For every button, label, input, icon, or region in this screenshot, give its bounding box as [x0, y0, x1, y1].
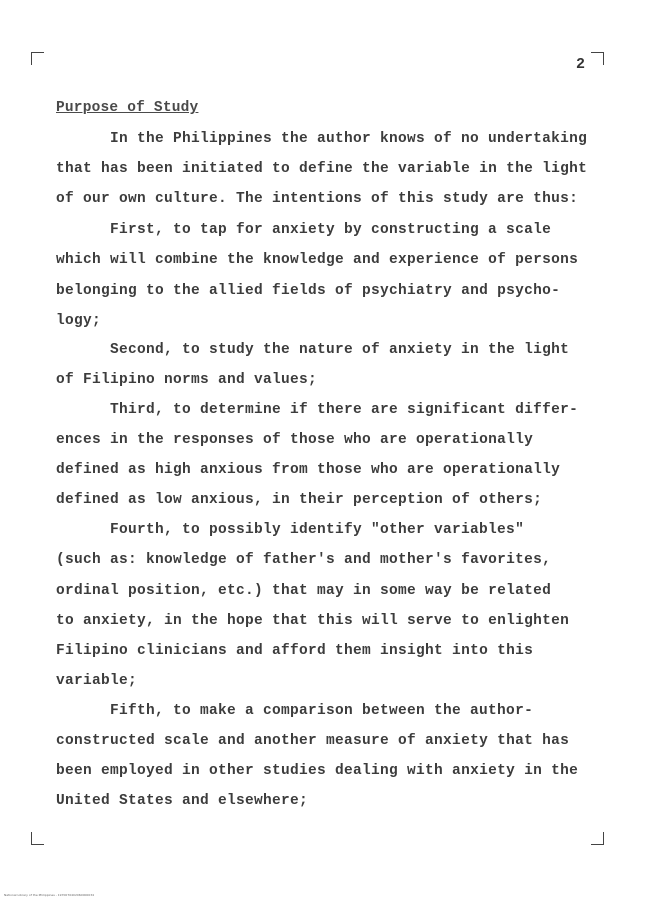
- crop-mark-top-left: [31, 52, 44, 65]
- text-line: Third, to determine if there are significant differ-: [110, 402, 579, 418]
- text-line: which will combine the knowledge and experience of persons: [56, 252, 579, 268]
- text-line: Fourth, to possibly identify "other variables": [110, 522, 525, 538]
- text-line: (such as: knowledge of father's and mother's favorites,: [56, 552, 552, 568]
- text-line: ordinal position, etc.) that may in some way be related: [56, 583, 552, 599]
- text-line: belonging to the allied fields of psychiatry and psycho-: [56, 283, 561, 299]
- text-line: defined as high anxious from those who are operationally: [56, 462, 561, 478]
- text-line: logy;: [56, 313, 102, 329]
- text-line: of Filipino norms and values;: [56, 372, 318, 388]
- page-number: 2: [576, 56, 586, 73]
- text-line: to anxiety, in the hope that this will serve to enlighten: [56, 613, 570, 629]
- text-line: variable;: [56, 673, 138, 689]
- text-line: First, to tap for anxiety by constructing a scale: [110, 222, 552, 238]
- text-line: been employed in other studies dealing with anxiety in the: [56, 763, 579, 779]
- text-line: defined as low anxious, in their perception of others;: [56, 492, 543, 508]
- text-line: ences in the responses of those who are operationally: [56, 432, 534, 448]
- footer-watermark: National Library of the Philippines - 1970070402060000034: [4, 893, 95, 897]
- text-line: United States and elsewhere;: [56, 793, 309, 809]
- text-line: of our own culture. The intentions of this study are thus:: [56, 191, 579, 207]
- crop-mark-top-right: [591, 52, 604, 65]
- text-line: Filipino clinicians and afford them insight into this: [56, 643, 534, 659]
- text-line: In the Philippines the author knows of no undertaking: [110, 131, 588, 147]
- section-heading: Purpose of Study: [56, 100, 199, 116]
- text-line: constructed scale and another measure of anxiety that has: [56, 733, 570, 749]
- crop-mark-bottom-right: [591, 832, 604, 845]
- crop-mark-bottom-left: [31, 832, 44, 845]
- text-line: Second, to study the nature of anxiety in the light: [110, 342, 570, 358]
- text-line: that has been initiated to define the variable in the light: [56, 161, 588, 177]
- text-line: Fifth, to make a comparison between the author-: [110, 703, 534, 719]
